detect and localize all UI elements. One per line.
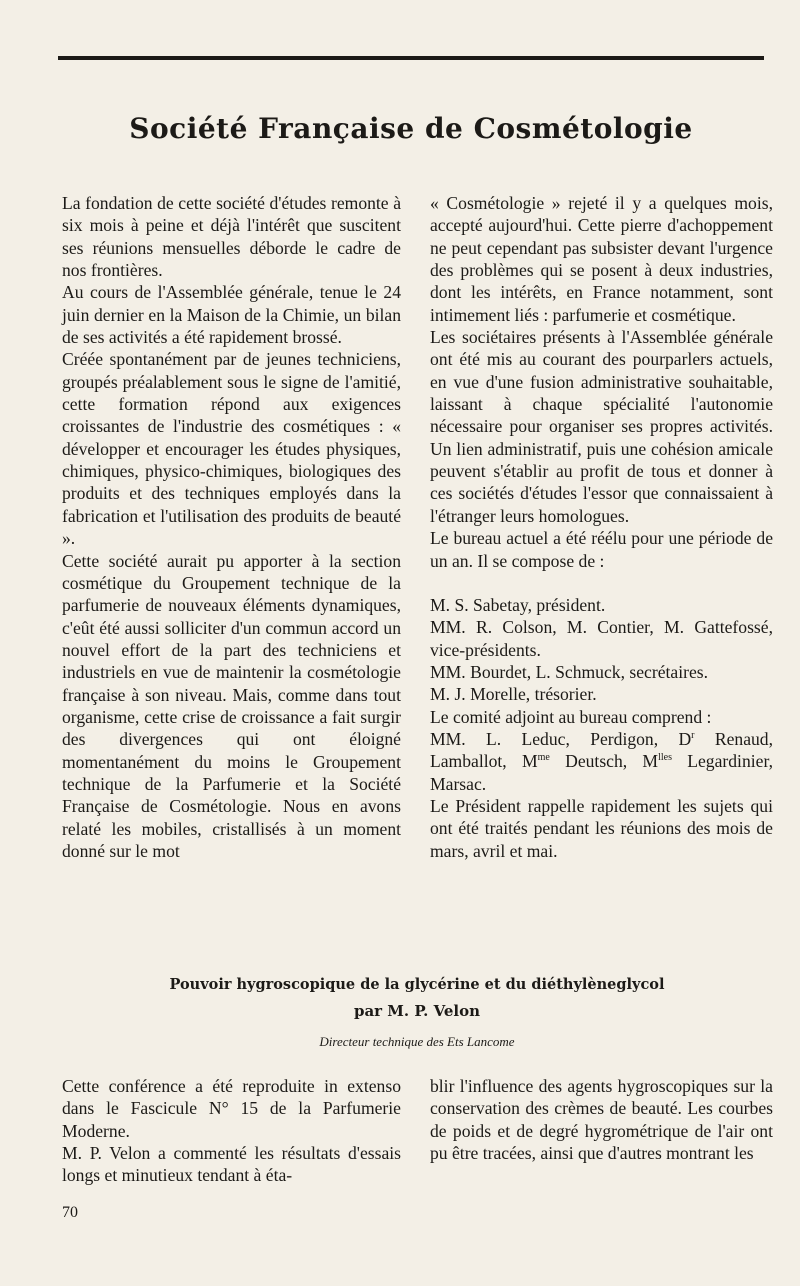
paragraph: Cette conférence a été reproduite in extenso dans le Fascicule N° 15 de la Parfumerie Moderne. <box>62 1076 401 1141</box>
committee-text: MM. L. Leduc, Perdigon, D <box>430 728 692 749</box>
committee-superscript: me <box>537 752 550 764</box>
top-rule <box>58 56 764 60</box>
paragraph: M. P. Velon a commenté les résultats d'essais longs et minutieux tendant à éta- <box>62 1143 401 1186</box>
author-role: Directeur technique des Ets Lancome <box>319 1034 515 1049</box>
paragraph: Au cours de l'Assemblée générale, tenue le 24 juin dernier en la Maison de la Chimie, un bilan de ses activités a été rapidement brossé. <box>62 282 401 348</box>
second-article-byline: par M. P. Velon <box>353 1002 481 1020</box>
board-vice-presidents: MM. R. Colson, M. Contier, M. Gattefossé, vice-présidents. <box>430 617 773 660</box>
paragraph: blir l'influence des agents hygroscopiques sur la conservation des crèmes de beauté. Les courbes de poids et de degré hygrométrique de l'air ont pu être tracées, ainsi que d'autres montrant les <box>430 1076 773 1164</box>
committee-members <box>430 728 773 795</box>
committee-superscript: r <box>691 730 695 742</box>
committee-text: Renaud, Lamballot, M <box>430 728 773 772</box>
article-left-column <box>62 192 401 862</box>
board-treasurer: M. J. Morelle, trésorier. <box>430 684 597 705</box>
paragraph: « Cosmétologie » rejeté il y a quelques mois, accepté aujourd'hui. Cette pierre d'achoppement ne peut cependant pas subsister devant l'urgence des problèmes qui se posent à deux industries, dont les intérêts, en France notamment, sont intimement liés : parfumerie et cosmétique. <box>430 193 773 325</box>
committee-text: Deutsch, M <box>549 751 659 772</box>
article-right-column <box>430 192 773 862</box>
paragraph: La fondation de cette société d'études remonte à six mois à peine et déjà l'intérêt que suscitent ses réunions mensuelles déborde le cadre de nos frontières. <box>62 193 401 281</box>
paragraph: Le bureau actuel a été réélu pour une période de un an. Il se compose de : <box>430 528 773 571</box>
paragraph: Cette société aurait pu apporter à la section cosmétique du Groupement technique de la parfumerie de nouveaux éléments dynamiques, c'eût été aussi solliciter d'un commun accord un nouvel effort de la part des techniciens et industriels en vue de maintenir la cosmétologie française à son niveau. Mais, comme dans tout organisme, cette crise de croissance a fait surgir des divergences qui ont éloigné momentanément du moins le Groupement technique de la Parfumerie et la Société Française de Cosmétologie. Nous en avons relaté les mobiles, cristallisés à un moment donné sur le mot <box>62 550 401 861</box>
closing-paragraph: Le Président rappelle rapidement les sujets qui ont été traités pendant les réunions des mois de mars, avril et mai. <box>430 795 773 861</box>
second-article-headline: Pouvoir hygroscopique de la glycérine et du diéthylèneglycol <box>169 976 665 993</box>
paragraph: Créée spontanément par de jeunes techniciens, groupés préalablement sous le signe de l'amitié, cette formation répond aux exigences croissantes de l'industrie des cosmétiques : « développer et encourager les études physiques, chimiques, physico-chimiques, biologiques des produits et des techniques employés dans la fabrication et l'utilisation des produits de beauté ». <box>62 349 401 549</box>
committee-intro: Le comité adjoint au bureau comprend : <box>430 706 712 727</box>
board-secretaries: MM. Bourdet, L. Schmuck, secrétaires. <box>430 661 709 682</box>
page-number: 70 <box>62 1204 78 1221</box>
board-president: M. S. Sabetay, président. <box>430 594 606 615</box>
second-article-left-column <box>62 1075 401 1187</box>
second-article-right-column <box>430 1075 773 1164</box>
committee-superscript: lles <box>658 752 672 764</box>
paragraph: Les sociétaires présents à l'Assemblée générale ont été mis au courant des pourparlers actuels, en vue d'une fusion administrative souhaitable, laissant à chaque spécialité l'autonomie nécessaire pour organiser ses propres activités. Un lien administratif, puis une cohésion amicale peuvent s'établir au profit de tous et donner à ces sociétés d'études l'essor que connaissaient à l'étranger leurs homologues. <box>430 327 773 526</box>
article-title: Société Française de Cosmétologie <box>129 112 693 145</box>
committee-text: Legardinier, Marsac. <box>430 751 773 794</box>
